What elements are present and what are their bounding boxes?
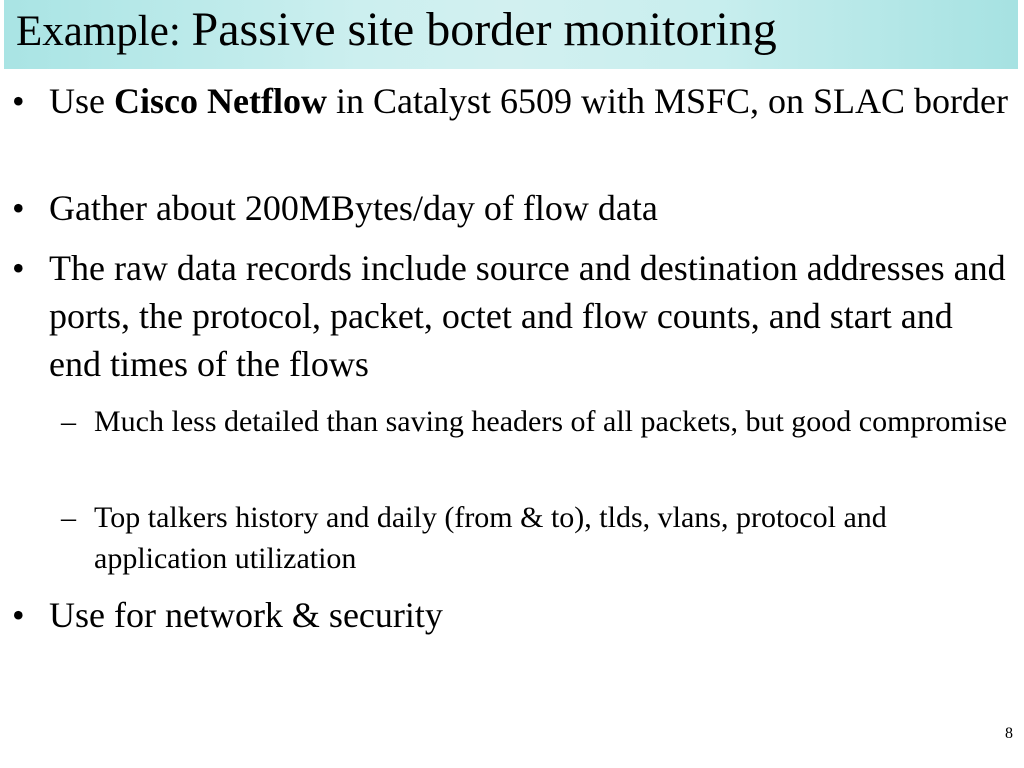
sub-bullet-marker: – xyxy=(61,501,76,534)
bullet-marker: • xyxy=(12,188,25,228)
title-bar xyxy=(4,0,1018,69)
sub-bullet-marker: – xyxy=(61,405,76,438)
bullet-item xyxy=(12,77,1009,125)
slide-title xyxy=(16,3,777,56)
sub-bullet-text: Top talkers history and daily (from & to), tlds, vlans, protocol and application utilization xyxy=(94,501,887,575)
slide-title-prefix: Example: xyxy=(16,8,192,55)
sub-bullet-text: Much less detailed than saving headers of all packets, but good compromise xyxy=(94,405,1008,438)
bullet-text-rest: in Catalyst 6509 with MSFC, on SLAC border xyxy=(326,81,1008,121)
bullet-text-prefix: Use xyxy=(49,81,114,121)
bullet-item xyxy=(12,184,1009,232)
bullet-text-bold: Cisco Netflow xyxy=(114,81,327,121)
bullet-item xyxy=(12,244,1009,388)
sub-bullet-item xyxy=(61,497,1014,579)
bullet-text: Use for network & security xyxy=(49,595,443,635)
bullet-marker: • xyxy=(12,81,25,121)
slide-title-main: Passive site border monitoring xyxy=(191,3,777,56)
bullet-marker: • xyxy=(12,595,25,635)
page-number: 8 xyxy=(1005,725,1013,742)
bullet-text: The raw data records include source and destination addresses and ports, the protocol, packet, octet and flow counts, and start and end times of the flows xyxy=(49,248,1006,384)
bullet-item xyxy=(12,591,1009,639)
sub-bullet-item xyxy=(61,401,1014,442)
bullet-marker: • xyxy=(12,248,25,288)
bullet-text: Gather about 200MBytes/day of flow data xyxy=(49,188,658,228)
